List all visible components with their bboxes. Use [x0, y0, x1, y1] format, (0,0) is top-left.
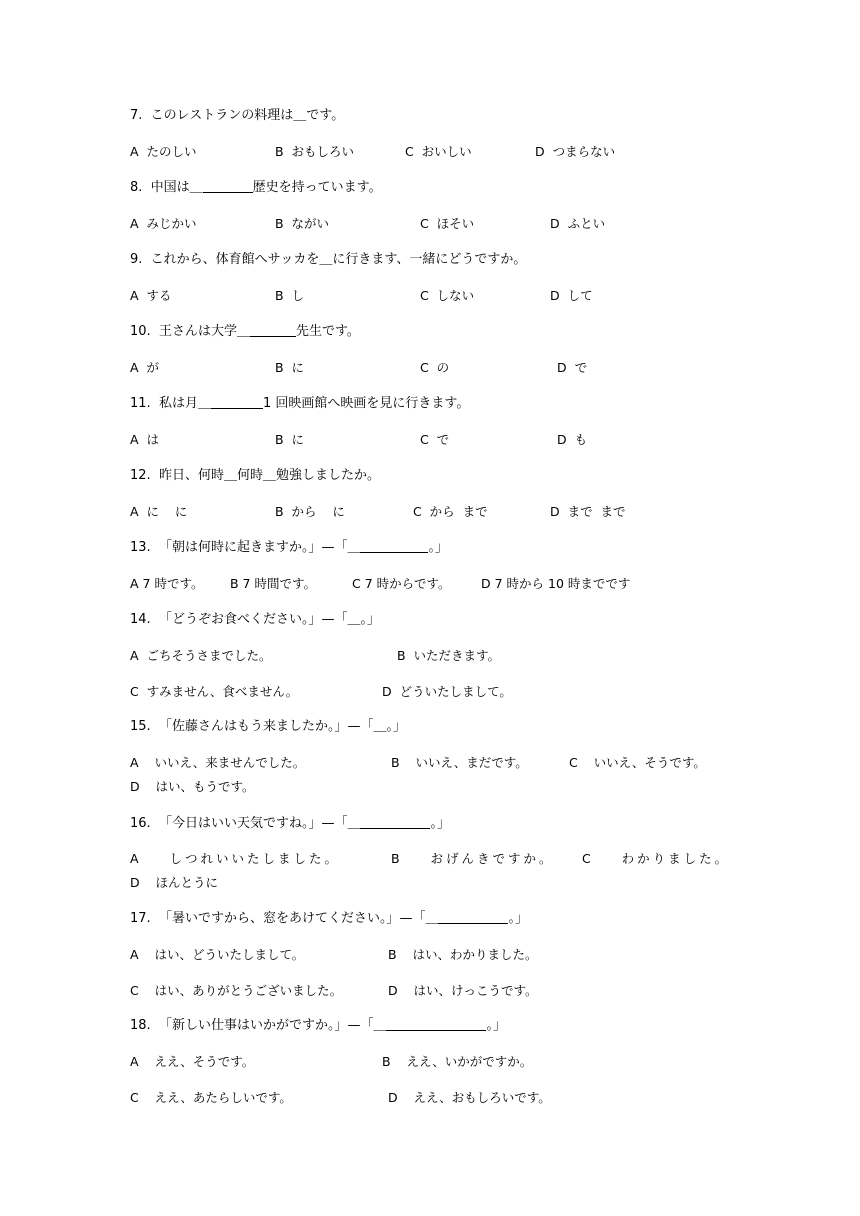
q17-option-c: C はい、ありがとうございました。: [130, 983, 343, 998]
q16-option-d: D ほんとうに: [130, 875, 219, 890]
q14-option-a: A ごちそうさまでした。: [130, 648, 272, 663]
q18-option-d: D ええ、おもしろいです。: [388, 1090, 551, 1105]
q9-option-d: D して: [550, 288, 593, 303]
q7-option-d: D つまらない: [535, 144, 616, 159]
q13-option-d: D 7 時から 10 時までです: [481, 576, 631, 591]
question-8-stem: [130, 179, 382, 197]
q8-option-b: B ながい: [275, 216, 330, 231]
q16-option-b: B おげんきですか。: [391, 851, 555, 866]
q9-option-b: B し: [275, 288, 305, 303]
question-7-stem: 7. このレストランの料理は＿です。: [130, 108, 345, 123]
q15-option-a: A いいえ、来ませんでした。: [130, 755, 306, 770]
q10-blank: [250, 323, 296, 337]
q17-stem-pre: 17. 「暑いですから、窓をあけてください。」—「＿: [130, 911, 439, 926]
question-15-stem: 15. 「佐藤さんはもう来ましたか。」—「＿。」: [130, 719, 406, 734]
q17-option-b: B はい、わかりました。: [388, 947, 538, 962]
q18-option-b: B ええ、いかがですか。: [382, 1054, 533, 1069]
question-13-stem: [130, 539, 448, 557]
question-17-stem: [130, 910, 528, 928]
q16-option-a: A しつれいいたしました。: [130, 851, 340, 866]
q11-option-b: B に: [275, 432, 305, 447]
q9-option-c: C しない: [420, 288, 475, 303]
q7-option-c: C おいしい: [405, 144, 472, 159]
q18-stem-post: 。」: [486, 1018, 506, 1033]
question-9-stem: 9. これから、体育館へサッカを＿に行きます、一緒にどうですか。: [130, 252, 527, 267]
q16-stem-pre: 16. 「今日はいい天気ですね。」—「＿: [130, 816, 361, 831]
q10-stem-post: 先生です。: [295, 324, 360, 339]
q13-option-b: B 7 時間です。: [230, 576, 316, 591]
q10-option-d: D で: [557, 360, 588, 375]
q14-option-d: D どういたしまして。: [382, 684, 512, 699]
q8-stem-post: 歴史を持っています。: [252, 180, 382, 195]
q17-blank: [438, 910, 508, 924]
question-18-stem: [130, 1017, 506, 1035]
q10-option-b: B に: [275, 360, 305, 375]
q14-option-c: C すみません、食べません。: [130, 684, 299, 699]
q10-option-a: A が: [130, 360, 159, 375]
q16-stem-post: 。」: [430, 816, 450, 831]
q18-stem-pre: 18. 「新しい仕事はいかがですか。」—「＿: [130, 1018, 387, 1033]
q7-option-a: A たのしい: [130, 144, 197, 159]
q13-blank: [360, 539, 428, 553]
q14-option-b: B いただきます。: [397, 648, 501, 663]
q12-option-c: C から まで: [413, 504, 488, 519]
q13-option-a: A 7 時です。: [130, 576, 204, 591]
question-12-stem: 12. 昨日、何時＿何時＿勉強しましたか。: [130, 468, 380, 483]
question-14-stem: 14. 「どうぞお食べください。」—「＿。」: [130, 612, 380, 627]
q17-option-d: D はい、けっこうです。: [388, 983, 538, 998]
q18-option-a: A ええ、そうです。: [130, 1054, 255, 1069]
q10-stem-pre: 10. 王さんは大学＿: [130, 324, 250, 339]
q12-option-a: A に に: [130, 504, 188, 519]
q8-option-c: C ほそい: [420, 216, 475, 231]
q15-option-c: C いいえ、そうです。: [569, 755, 706, 770]
q15-option-d: D はい、もうです。: [130, 779, 255, 794]
q11-stem-post: 1 回映画館へ映画を見に行きます。: [262, 396, 470, 411]
q11-option-a: A は: [130, 432, 159, 447]
q9-option-a: A する: [130, 288, 172, 303]
q7-option-b: B おもしろい: [275, 144, 355, 159]
q17-option-a: A はい、どういたしまして。: [130, 947, 305, 962]
q8-option-a: A みじかい: [130, 216, 197, 231]
q12-option-d: D まで まで: [550, 504, 626, 519]
q8-stem-pre: 8. 中国は＿: [130, 180, 203, 195]
question-11-stem: [130, 395, 469, 413]
q16-blank: [360, 815, 430, 829]
q13-stem-pre: 13. 「朝は何時に起きますか。」—「＿: [130, 540, 361, 555]
question-10-stem: [130, 323, 360, 341]
q11-option-d: D も: [557, 432, 588, 447]
q17-stem-post: 。」: [508, 911, 528, 926]
q10-option-c: C の: [420, 360, 450, 375]
q11-stem-pre: 11. 私は月＿: [130, 396, 211, 411]
q18-blank: [386, 1017, 486, 1031]
q12-option-b: B から に: [275, 504, 345, 519]
q18-option-c: C ええ、あたらしいです。: [130, 1090, 292, 1105]
q15-option-b: B いいえ、まだです。: [391, 755, 528, 770]
q11-blank: [211, 395, 263, 409]
question-16-stem: [130, 815, 450, 833]
q8-option-d: D ふとい: [550, 216, 606, 231]
q13-stem-post: 。」: [428, 540, 448, 555]
q8-blank: [203, 179, 253, 193]
q13-option-c: C 7 時からです。: [352, 576, 451, 591]
q16-option-c: C わかりました。: [582, 851, 731, 866]
q11-option-c: C で: [420, 432, 450, 447]
